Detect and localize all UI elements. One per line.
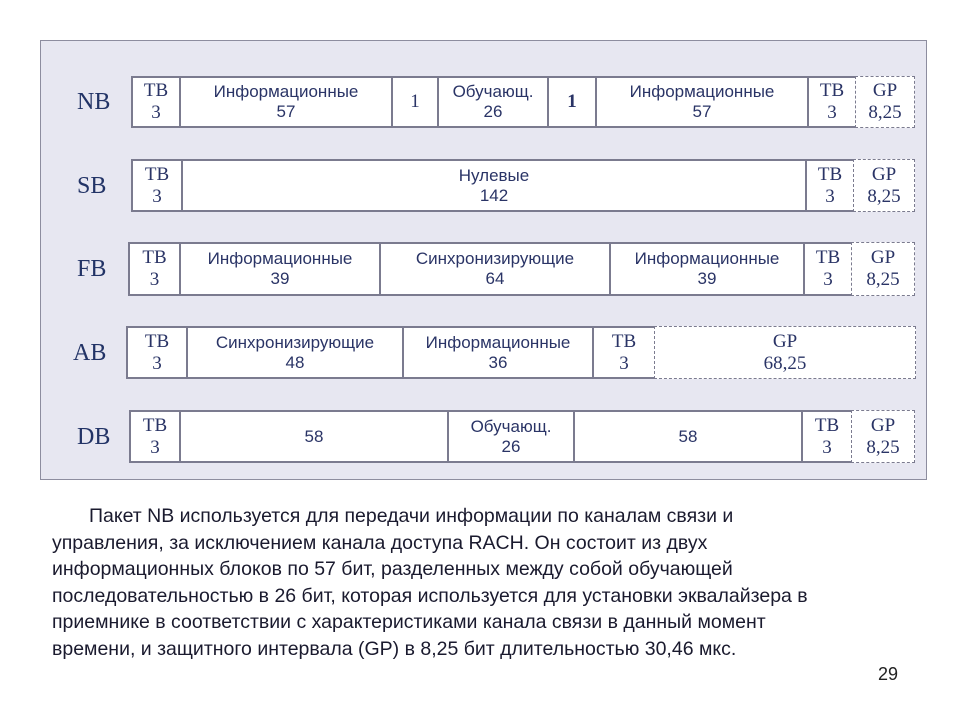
field-tail-bits: TB 3	[126, 326, 188, 379]
field-tail-bits: TB 3	[803, 242, 853, 296]
field-training: Обучающ. 26	[437, 76, 549, 128]
field-data: 58	[179, 410, 449, 463]
field-guard-period: GP 68,25	[654, 326, 916, 379]
field-tail-bits: TB 3	[805, 159, 855, 212]
field-information: Информационные 36	[402, 326, 594, 379]
field-tail-bits: TB 3	[131, 159, 183, 212]
field-data: 58	[573, 410, 803, 463]
page-number: 29	[878, 664, 899, 684]
description-line: приемнике в соответствии с характеристиками канала связи в данный момент	[52, 611, 766, 633]
field-tail-bits: TB 3	[129, 410, 181, 463]
description-line: времени, и защитного интервала (GP) в 8,25 бит длительностью 30,46 мкс.	[52, 637, 737, 660]
field-training: Обучающ. 26	[447, 410, 575, 463]
frame-label-sb: SB	[77, 173, 107, 199]
field-guard-period: GP 8,25	[853, 159, 915, 212]
description-paragraph	[52, 503, 912, 662]
field-zeros: Нулевые 142	[181, 159, 807, 212]
field-stealing-flag: 1	[547, 76, 597, 128]
field-information: Информационные 57	[595, 76, 809, 128]
frame-db	[41, 41, 926, 479]
description-line: последовательностью в 26 бит, которая используется для установки эквалайзера в	[52, 584, 808, 607]
description-line: информационных блоков по 57 бит, разделенных между собой обучающей	[52, 558, 733, 580]
field-information: Информационные 39	[179, 242, 381, 296]
field-guard-period: GP 8,25	[851, 242, 915, 296]
field-guard-period: GP 8,25	[855, 76, 915, 128]
field-information: Информационные 57	[179, 76, 393, 128]
field-tail-bits: TB 3	[592, 326, 656, 379]
frame-label-db: DB	[77, 424, 111, 450]
field-stealing-flag: 1	[391, 76, 439, 128]
description-line: Пакет NB используется для передачи информации по каналам связи и	[89, 505, 734, 527]
field-tail-bits: TB 3	[128, 242, 181, 296]
field-tail-bits: TB 3	[807, 76, 857, 128]
field-information: Информационные 39	[609, 242, 805, 296]
field-synchronizing: Синхронизирующие 48	[186, 326, 404, 379]
field-synchronizing: Синхронизирующие 64	[379, 242, 611, 296]
frame-label-fb: FB	[77, 256, 107, 282]
frame-label-ab: AB	[73, 340, 107, 366]
frame-label-nb: NB	[77, 89, 111, 115]
description-line: управления, за исключением канала доступа RACH. Он состоит из двух	[52, 531, 708, 554]
field-tail-bits: TB 3	[131, 76, 181, 128]
field-tail-bits: TB 3	[801, 410, 853, 463]
field-guard-period: GP 8,25	[851, 410, 915, 463]
burst-diagram-panel	[40, 40, 927, 480]
